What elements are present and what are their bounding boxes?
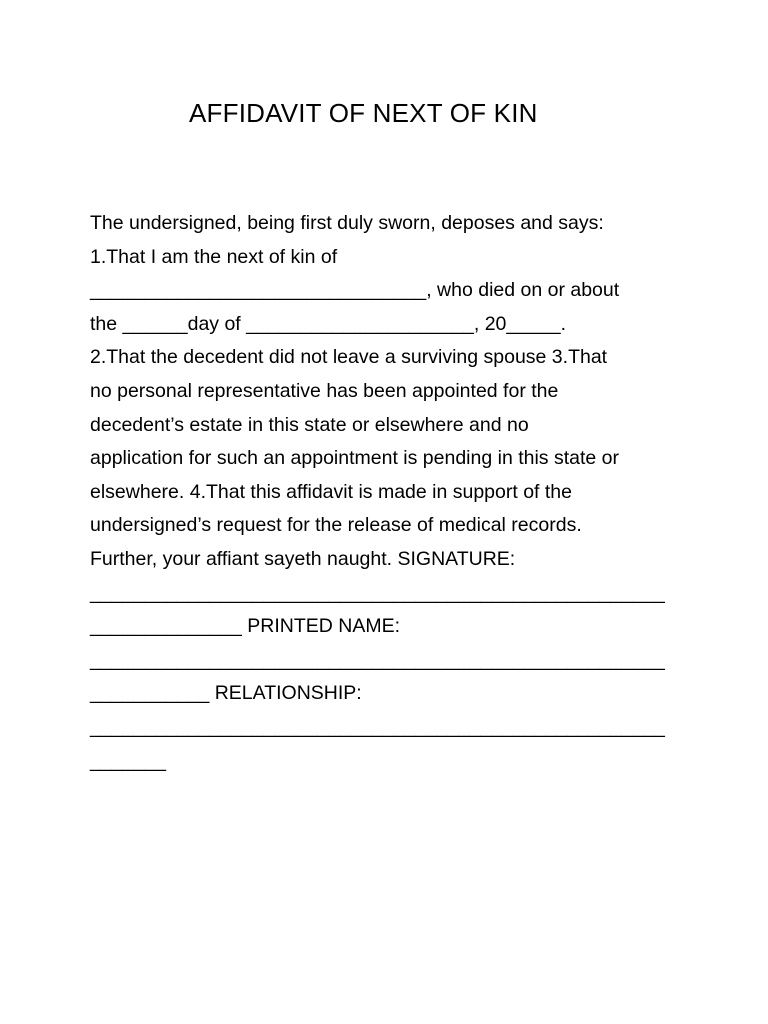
relationship-label-line: ___________ RELATIONSHIP:	[90, 682, 362, 705]
intro-line: The undersigned, being first duly sworn, deposes and says:	[90, 212, 604, 234]
clause-4-line-a: elsewhere. 4.That this affidavit is made in support of the	[90, 480, 572, 503]
relationship-blank-line-end: _______	[90, 749, 166, 772]
clause-3-line-b: decedent’s estate in this state or elsewhere and no	[90, 413, 529, 436]
affidavit-body	[90, 207, 690, 778]
decedent-name-blank-line: _______________________________, who died on or about	[90, 279, 620, 302]
clause-3-line-a: no personal representative has been appointed for the	[90, 379, 559, 402]
signature-blank-line: _____________________________________________________	[90, 581, 665, 604]
clause-1-line: 1.That I am the next of kin of	[90, 245, 338, 268]
clause-3-line-c: application for such an appointment is pending in this state or	[90, 447, 619, 470]
clause-2-line: 2.That the decedent did not leave a surviving spouse 3.That	[90, 346, 608, 369]
clause-4-line-b: undersigned’s request for the release of medical records.	[90, 514, 582, 537]
printed-name-blank-line: _____________________________________________________	[90, 648, 665, 671]
document-title: AFFIDAVIT OF NEXT OF KIN	[189, 98, 538, 128]
date-of-death-blank-line: the ______day of _____________________, 20_____.	[90, 312, 567, 335]
relationship-blank-line: _____________________________________________________	[90, 715, 665, 738]
printed-name-label-line: ______________ PRINTED NAME:	[90, 615, 401, 638]
signature-label-line: Further, your affiant sayeth naught. SIGNATURE:	[90, 547, 516, 570]
